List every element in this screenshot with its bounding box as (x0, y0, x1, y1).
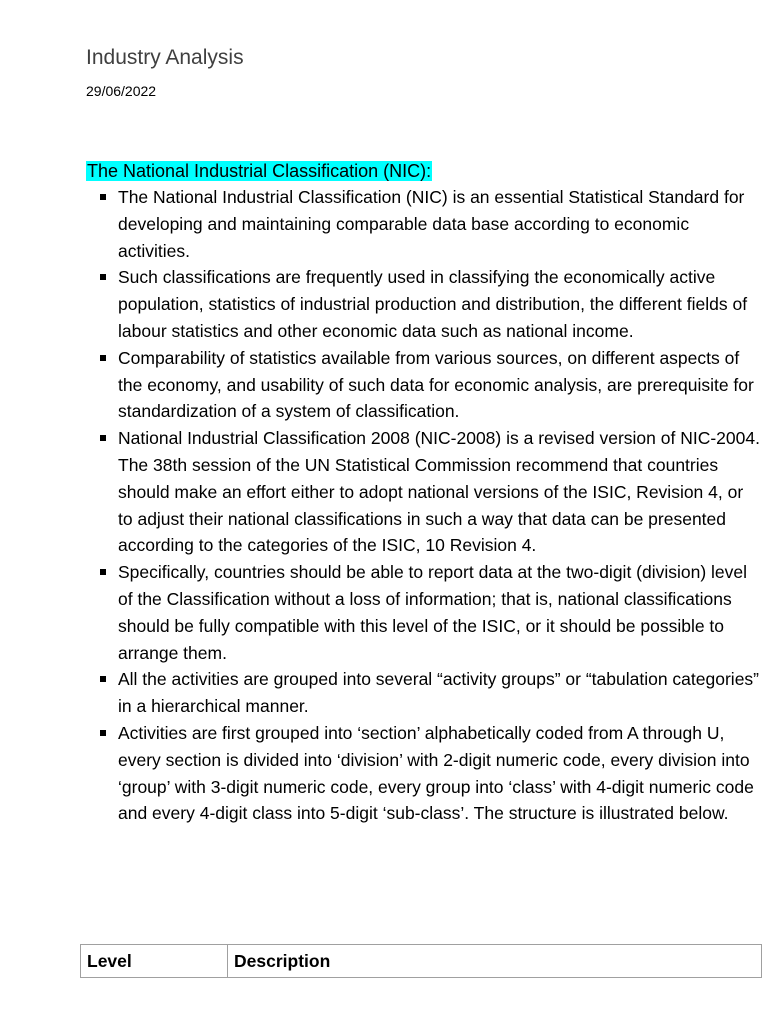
square-bullet-icon (100, 435, 106, 441)
list-item-text: Such classifications are frequently used in classifying the economically active population, statistics of industrial production and distribution, the different fields of labour statistics and other economic data such as national income. (118, 267, 748, 341)
list-item-text: Comparability of statistics available from various sources, on different aspects of the economy, and usability of such data for economic analysis, are prerequisite for standardization of a system of classification. (118, 347, 754, 422)
table-header-level: Level (81, 945, 228, 978)
list-item-text: The National Industrial Classification (NIC) is an essential Statistical Standard for developing and maintaining comparable data base according to economic activities. (118, 187, 745, 261)
list-item (100, 666, 760, 720)
square-bullet-icon (100, 355, 106, 361)
list-item-text: Activities are first grouped into ‘section’ alphabetically coded from A through U, every section is divided into ‘division’ with 2-digit numeric code, every division into ‘group’ with 3-digit numeric code, every group into ‘class’ with 4-digit numeric code and every 4-digit class into 5-digit ‘sub-class’. The structure is illustrated below. (118, 722, 754, 824)
square-bullet-icon (100, 730, 106, 736)
structure-table (80, 944, 762, 978)
list-item (100, 425, 760, 559)
square-bullet-icon (100, 274, 106, 280)
table-header-row (81, 945, 762, 978)
highlighted-heading-text: The National Industrial Classification (NIC): (87, 161, 432, 181)
list-item-text: All the activities are grouped into several “activity groups” or “tabulation categories” in a hierarchical manner. (118, 669, 760, 717)
section-heading (86, 158, 432, 184)
bullet-list (100, 184, 760, 827)
list-item-text: National Industrial Classification 2008 (NIC-2008) is a revised version of NIC-2004. The 38th session of the UN Statistical Commission recommend that countries should make an effort either to adopt national versions of the ISIC, Revision 4, or to adjust their national classifications in such a way that data can be presented according to the categories of the ISIC, 10 Revision 4. (118, 428, 760, 556)
square-bullet-icon (100, 676, 106, 682)
document-date: 29/06/2022 (86, 83, 157, 99)
document-title: Industry Analysis (86, 46, 244, 69)
list-item (100, 184, 760, 264)
square-bullet-icon (100, 569, 106, 575)
list-item (100, 264, 760, 344)
list-item (100, 559, 760, 666)
table-header-description: Description (228, 945, 762, 978)
list-item-text: Specifically, countries should be able to report data at the two-digit (division) level of the Classification without a loss of information; that is, national classifications should be fully compatible with this level of the ISIC, or it should be possible to arrange them. (118, 562, 748, 663)
list-item (100, 345, 760, 425)
square-bullet-icon (100, 194, 106, 200)
list-item (100, 720, 760, 827)
